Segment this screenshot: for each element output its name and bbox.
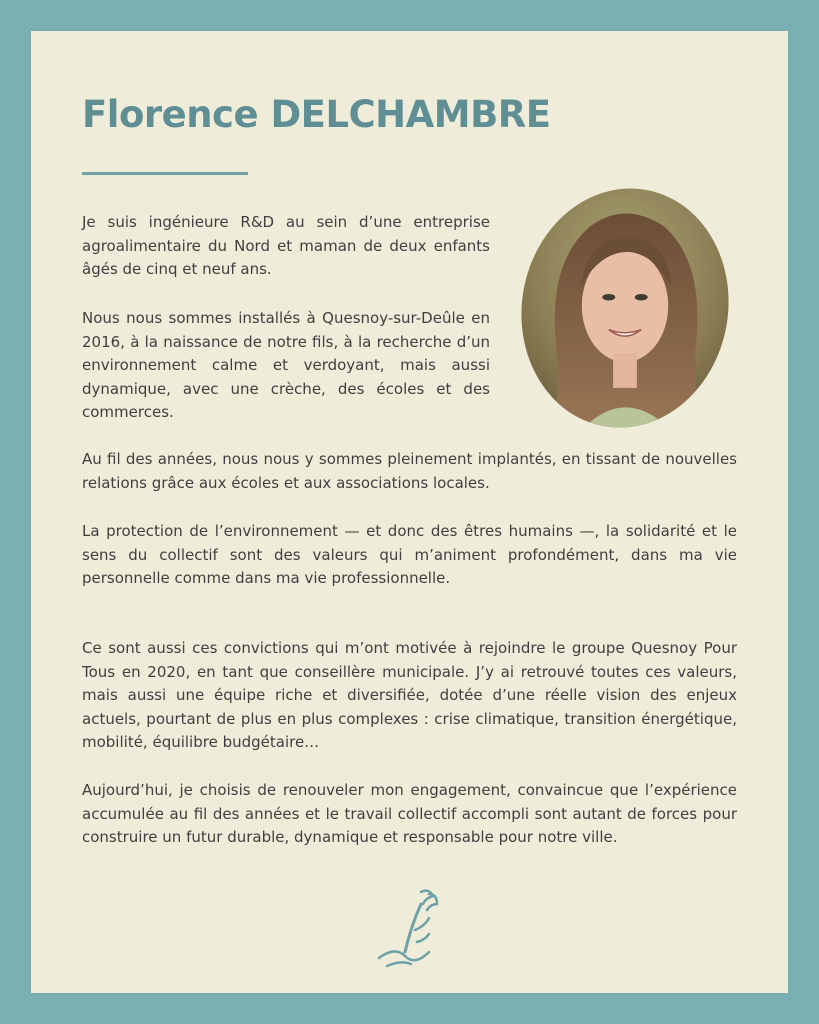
title-underline (82, 172, 248, 175)
paragraph-intro: Je suis ingénieure R&D au sein d’une entreprise agroalimentaire du Nord et maman de deux enfants âgés de cinq et neuf ans. (82, 213, 490, 278)
profile-card (31, 31, 788, 993)
portrait-photo (503, 172, 748, 444)
quill-icon (371, 886, 451, 972)
page-title: Florence DELCHAMBRE (82, 93, 551, 136)
paragraph-values: La protection de l’environnement — et donc des êtres humains —, la solidarité et le sens du collectif sont des valeurs qui m’animent profondément, dans ma vie personnelle comme dans ma vie professionnelle. (82, 522, 737, 587)
paragraph-installation: Nous nous sommes installés à Quesnoy-sur-Deûle en 2016, à la naissance de notre fils, à la recherche d’un environnement calme et verdoyant, mais aussi dynamique, avec une crèche, des écoles et des commerces. (82, 309, 490, 421)
paragraph-convictions: Ce sont aussi ces convictions qui m’ont motivée à rejoindre le groupe Quesnoy Pour Tous en 2020, en tant que conseillère municipale. J’y ai retrouvé toutes ces valeurs, mais aussi une équipe riche et diversifiée, dotée d’une réelle vision des enjeux actuels, pourtant de plus en plus complexes : crise climatique, transition énergétique, mobilité, équilibre budgétaire… (82, 639, 737, 751)
paragraph-engagement: Aujourd’hui, je choisis de renouveler mon engagement, convaincue que l’expérience accumulée au fil des années et le travail collectif accompli sont autant de forces pour construire un futur durable, dynamique et responsable pour notre ville. (82, 781, 737, 846)
paragraph-integration: Au fil des années, nous nous y sommes pleinement implantés, en tissant de nouvelles relations grâce aux écoles et aux associations locales. (82, 450, 737, 492)
